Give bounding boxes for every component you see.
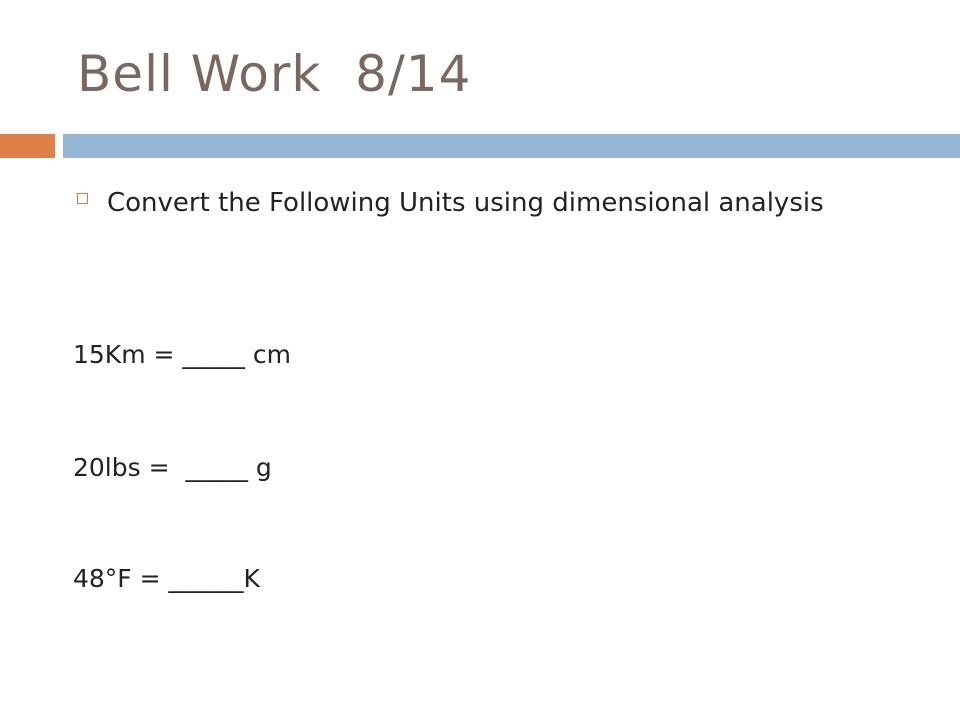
conversion-f-to-k: 48°F = ______K — [73, 564, 260, 593]
conversion-km-to-cm: 15Km = _____ cm — [73, 340, 291, 369]
title-rule-accent — [0, 134, 55, 158]
slide-title: Bell Work 8/14 — [77, 45, 472, 103]
square-bullet-icon — [77, 193, 88, 204]
title-rule — [63, 134, 960, 158]
conversion-lbs-to-g: 20lbs = _____ g — [73, 453, 272, 482]
bullet-text: Convert the Following Units using dimensional analysis — [107, 188, 824, 218]
